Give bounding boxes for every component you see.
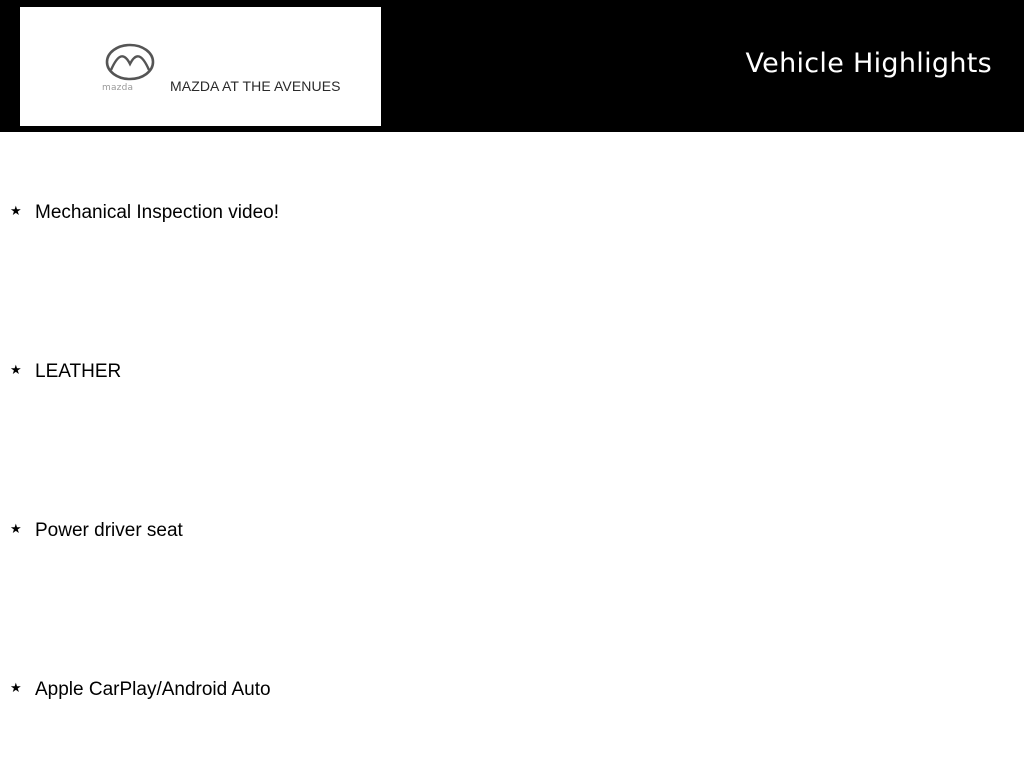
star-icon: ★ [10, 521, 22, 536]
highlight-item [0, 201, 1024, 231]
star-icon: ★ [10, 680, 22, 695]
highlight-label: LEATHER [35, 361, 122, 382]
dealer-name: MAZDA AT THE AVENUES [170, 78, 341, 94]
star-icon: ★ [10, 203, 22, 218]
mazda-emblem-icon [100, 42, 160, 102]
page-header [0, 0, 1024, 132]
highlight-item [0, 678, 1024, 708]
highlight-label: Apple CarPlay/Android Auto [35, 679, 271, 700]
dealer-logo [20, 7, 381, 126]
star-icon: ★ [10, 362, 22, 377]
highlight-label: Mechanical Inspection video! [35, 202, 279, 223]
highlight-item [0, 360, 1024, 390]
logo-wordmark: mazda [102, 83, 134, 93]
highlight-label: Power driver seat [35, 520, 183, 541]
highlight-item [0, 519, 1024, 549]
page-title: Vehicle Highlights [745, 48, 992, 79]
